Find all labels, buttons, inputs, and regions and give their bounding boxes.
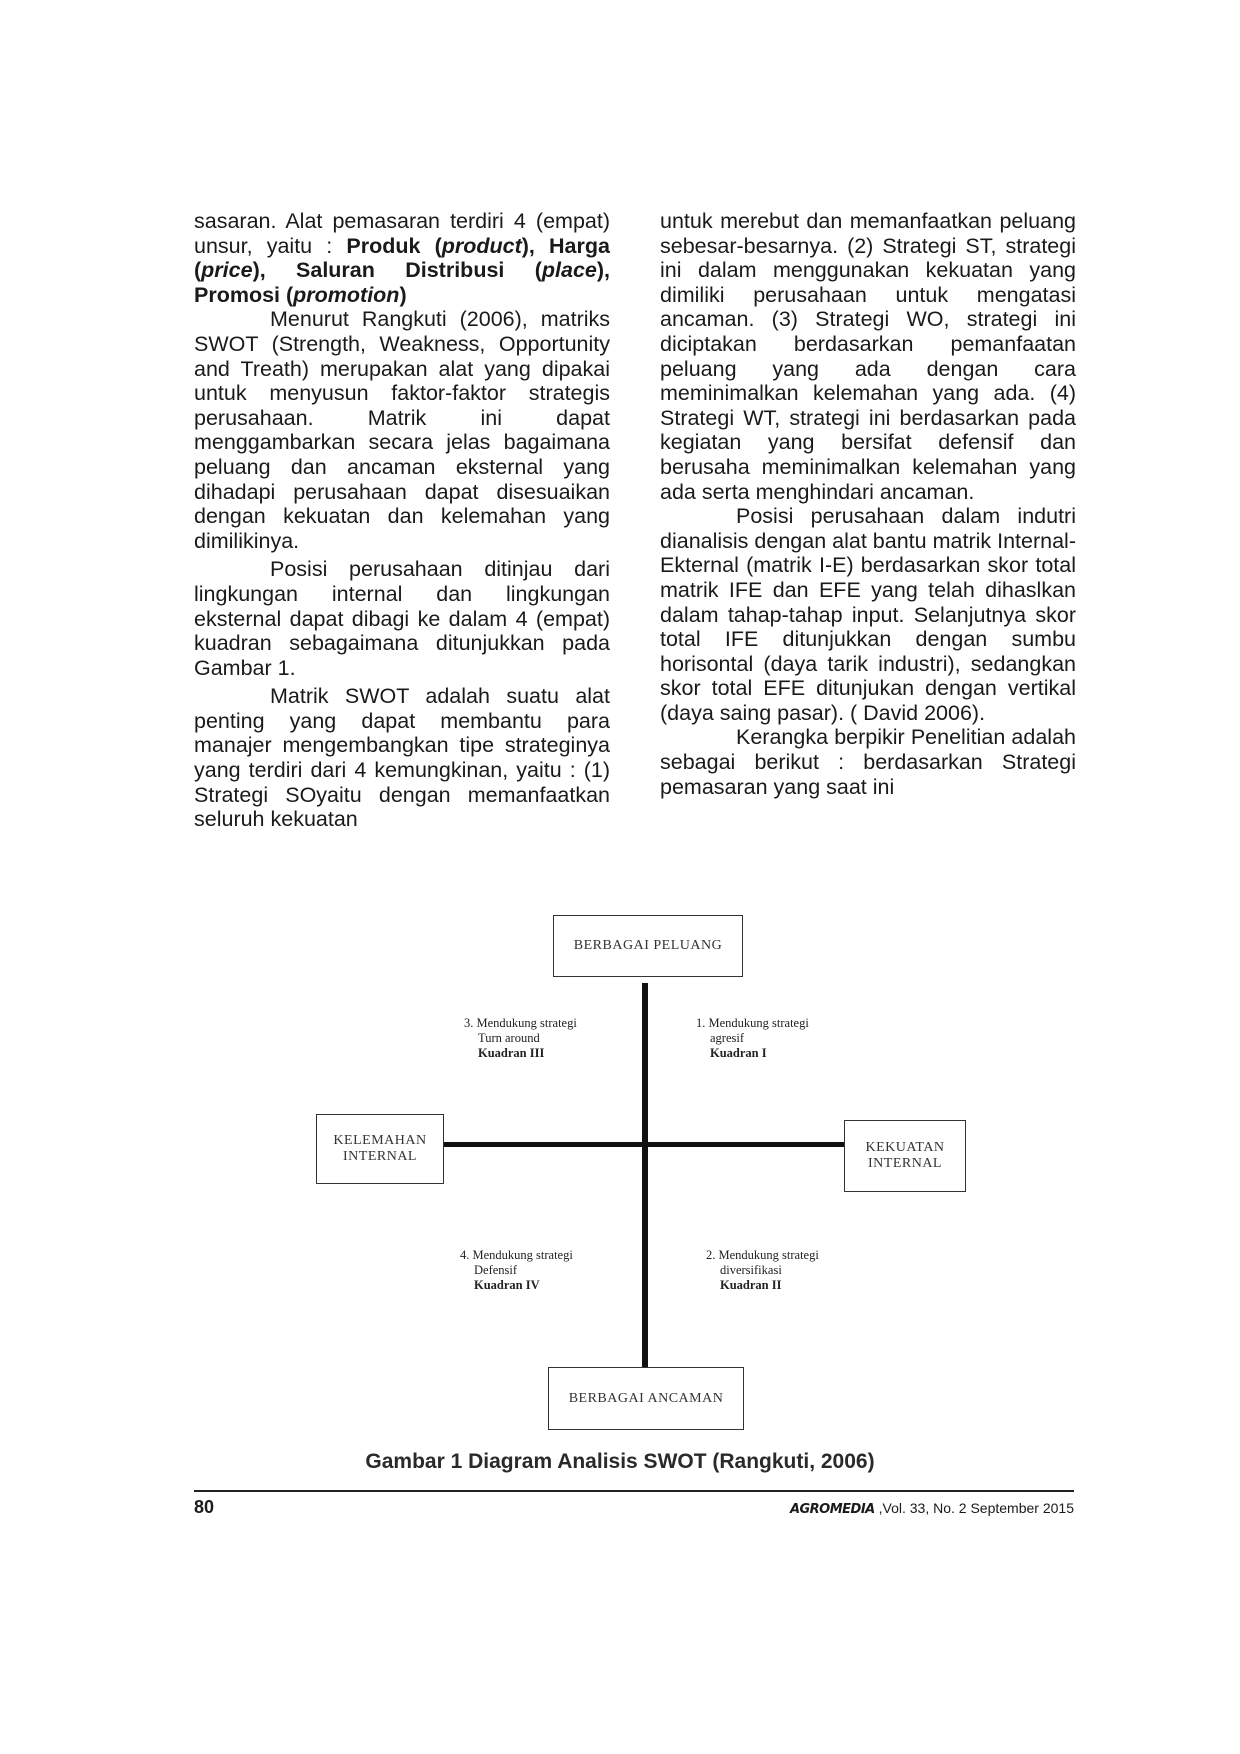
horizontal-axis xyxy=(418,1142,851,1147)
quadrant-i-label: 1. Mendukung strategi agresif Kuadran I xyxy=(696,1016,809,1060)
left-text-column xyxy=(194,209,610,832)
page-number: 80 xyxy=(194,1497,215,1517)
vertical-axis xyxy=(642,983,648,1395)
paragraph-alat-pemasaran: sasaran. Alat pemasaran terdiri 4 (empat) unsur, yaitu : Produk (product), Harga (price), Saluran Distribusi (place), Promosi (promotion) xyxy=(194,209,610,307)
quadrant-ii-label: 2. Mendukung strategi diversifikasi Kuadran II xyxy=(706,1248,819,1292)
marketing-mix-list: Produk (product), Harga (price), Saluran Distribusi (place), Promosi (promotion) xyxy=(194,233,610,307)
swot-diagram xyxy=(310,915,960,1435)
right-text-column xyxy=(660,209,1076,799)
paragraph-kerangka-berpikir: Kerangka berpikir Penelitian adalah sebagai berikut : berdasarkan Strategi pemasaran yang saat ini xyxy=(660,725,1076,799)
journal-logo: AGROMEDIA xyxy=(789,1502,875,1517)
paragraph-matrik-swot-alat: Matrik SWOT adalah suatu alat penting yang dapat membantu para manajer mengembangkan tipe strateginya yang terdiri dari 4 kemungkinan, yaitu : (1) Strategi SOyaitu dengan memanfaatkan seluruh kekuatan xyxy=(194,684,610,832)
paragraph-strategi-list: untuk merebut dan memanfaatkan peluang sebesar-besarnya. (2) Strategi ST, strategi ini dalam menggunakan kekuatan yang dimiliki perusahaan untuk mengatasi ancaman. (3) Strategi WO, strategi ini diciptakan berdasarkan pemanfaatan peluang yang ada dengan cara meminimalkan kelemahan yang ada. (4) Strategi WT, strategi ini berdasarkan pada kegiatan yang bersifat defensif dan berusaha meminimalkan kelemahan yang ada serta menghindari ancaman. xyxy=(660,209,1076,504)
paragraph-matrik-ie: Posisi perusahaan dalam indutri dianalisis dengan alat bantu matrik Internal-Ekternal (matrik I-E) berdasarkan skor total matrik IFE dan EFE yang telah dihaslkan dalam tahap-tahap input. Selanjutnya skor total IFE ditunjukkan dengan sumbu horisontal (daya tarik industri), sedangkan skor total EFE ditunjukan dengan vertikal (daya saing pasar). ( David 2006). xyxy=(660,504,1076,725)
paragraph-matriks-swot: Menurut Rangkuti (2006), matriks SWOT (Strength, Weakness, Opportunity and Treath) merupakan alat yang dipakai untuk menyusun faktor-faktor strategis perusahaan. Matrik ini dapat menggambarkan secara jelas bagaimana peluang dan ancaman eksternal yang dihadapi perusahaan dapat disesuaikan dengan kekuatan dan kelemahan yang dimilikinya. xyxy=(194,307,610,553)
paragraph-posisi-perusahaan: Posisi perusahaan ditinjau dari lingkungan internal dan lingkungan eksternal dapat dibagi ke dalam 4 (empat) kuadran sebagaimana ditunjukkan pada Gambar 1. xyxy=(194,557,610,680)
footer-divider xyxy=(194,1490,1074,1492)
quadrant-iv-label: 4. Mendukung strategi Defensif Kuadran IV xyxy=(460,1248,573,1292)
journal-reference: AGROMEDIA ,Vol. 33, No. 2 September 2015 xyxy=(789,1500,1074,1517)
box-berbagai-peluang: BERBAGAI PELUANG xyxy=(553,915,743,977)
box-berbagai-ancaman: BERBAGAI ANCAMAN xyxy=(548,1367,744,1430)
figure-caption: Gambar 1 Diagram Analisis SWOT (Rangkuti, 2006) xyxy=(365,1450,875,1473)
box-kekuatan-internal: KEKUATAN INTERNAL xyxy=(844,1120,966,1192)
box-kelemahan-internal: KELEMAHAN INTERNAL xyxy=(316,1114,444,1184)
quadrant-iii-label: 3. Mendukung strategi Turn around Kuadran III xyxy=(464,1016,577,1060)
